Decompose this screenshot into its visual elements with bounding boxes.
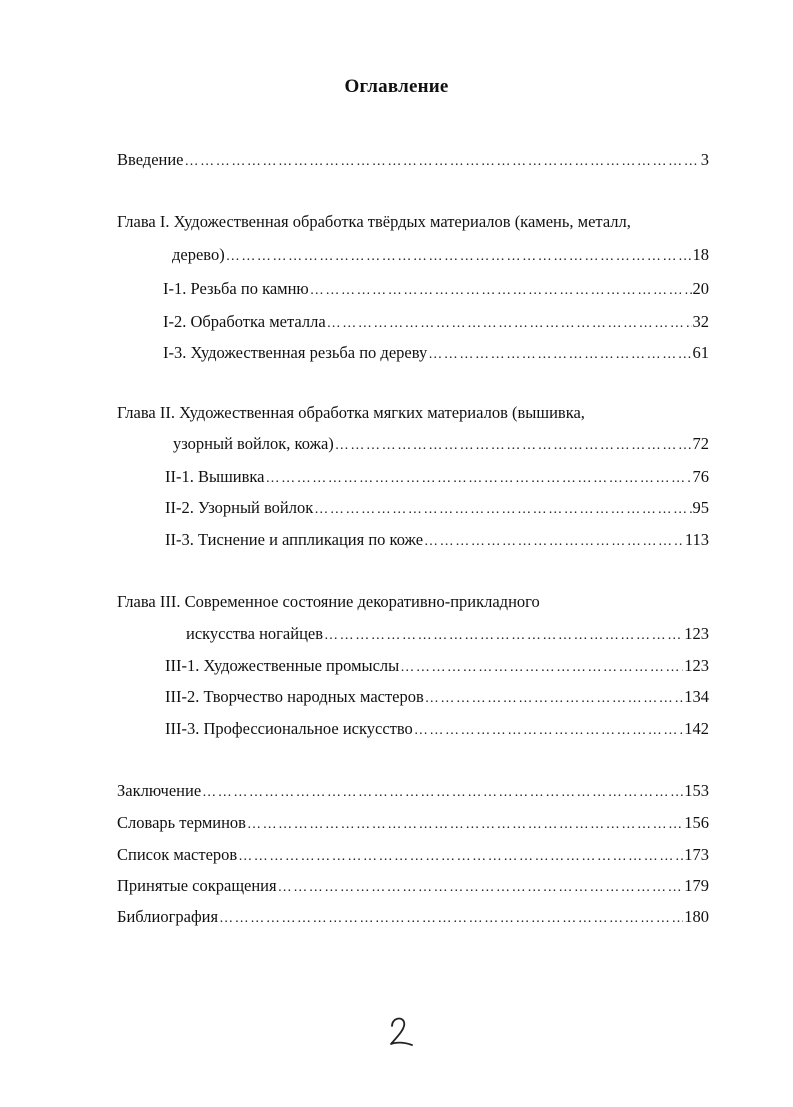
- toc-label: II-2. Узорный войлок: [165, 498, 314, 517]
- toc-page-number: 142: [684, 719, 709, 738]
- toc-page-number: 20: [692, 279, 709, 298]
- toc-entry-glossary: [117, 813, 709, 835]
- toc-entry-section-3-1: [165, 656, 709, 678]
- toc-page-number: 32: [692, 312, 709, 331]
- page-title: Оглавление: [344, 76, 449, 97]
- toc-entry-intro: [117, 150, 709, 172]
- dot-leader: [266, 469, 692, 489]
- dot-leader: [428, 345, 691, 365]
- toc-entry-section-1-1: [163, 279, 709, 301]
- dot-leader: [425, 689, 683, 709]
- toc-label: Принятые сокращения: [117, 876, 277, 895]
- toc-page-number: 61: [692, 343, 709, 362]
- handwritten-page-number: [386, 1012, 416, 1052]
- toc-label: III-2. Творчество народных мастеров: [165, 687, 424, 706]
- toc-entry-conclusion: [117, 781, 709, 803]
- dot-leader: [424, 532, 684, 552]
- toc-label: искусства ногайцев: [186, 624, 324, 643]
- toc-entry-section-1-3: [163, 343, 709, 365]
- toc-label: III-1. Художественные промыслы: [165, 656, 400, 675]
- toc-label: I-3. Художественная резьба по дереву: [163, 343, 428, 362]
- toc-label: Введение: [117, 150, 184, 169]
- toc-entry-section-2-3: [165, 530, 709, 552]
- dot-leader: [327, 314, 692, 334]
- toc-page-number: 173: [684, 845, 709, 864]
- toc-page-number: 95: [692, 498, 709, 517]
- chapter3-heading-line1: Глава III. Современное состояние декоративно-прикладного: [117, 592, 540, 611]
- toc-page-number: 72: [692, 434, 709, 453]
- toc-page-number: 180: [684, 907, 709, 926]
- toc-entry-abbreviations: [117, 876, 709, 898]
- toc-entry-section-1-2: [163, 312, 709, 334]
- toc-entry-bibliography: [117, 907, 709, 929]
- toc-label: II-3. Тиснение и аппликация по коже: [165, 530, 424, 549]
- chapter2-heading-line1: Глава II. Художественная обработка мягких материалов (вышивка,: [117, 403, 585, 422]
- dot-leader: [278, 878, 684, 898]
- toc-label: Библиография: [117, 907, 219, 926]
- toc-label: Заключение: [117, 781, 202, 800]
- chapter1-heading-line1: Глава I. Художественная обработка твёрдых материалов (камень, металл,: [117, 212, 631, 231]
- toc-page-number: 113: [684, 530, 709, 549]
- dot-leader: [202, 783, 683, 803]
- dot-leader: [310, 281, 692, 301]
- toc-page-number: 134: [684, 687, 709, 706]
- dot-leader: [314, 500, 691, 520]
- dot-leader: [219, 909, 683, 929]
- dot-leader: [238, 847, 683, 867]
- toc-entry-section-2-2: [165, 498, 709, 520]
- toc-label: II-1. Вышивка: [165, 467, 265, 486]
- toc-label: I-1. Резьба по камню: [163, 279, 309, 298]
- toc-entry-chapter3: [186, 624, 709, 646]
- toc-entry-section-2-1: [165, 467, 709, 489]
- toc-page-number: 156: [684, 813, 709, 832]
- toc-page-number: 153: [684, 781, 709, 800]
- toc-label: I-2. Обработка металла: [163, 312, 326, 331]
- toc-page-number: 3: [700, 150, 709, 169]
- toc-label: III-3. Профессиональное искусство: [165, 719, 413, 738]
- toc-page-number: 123: [684, 656, 709, 675]
- toc-page-number: 123: [684, 624, 709, 643]
- toc-page-number: 179: [684, 876, 709, 895]
- toc-label: дерево): [172, 245, 225, 264]
- toc-label: узорный войлок, кожа): [173, 434, 334, 453]
- toc-entry-section-3-3: [165, 719, 709, 741]
- toc-label: Словарь терминов: [117, 813, 246, 832]
- dot-leader: [400, 658, 683, 678]
- toc-entry-section-3-2: [165, 687, 709, 709]
- toc-page-number: 18: [692, 245, 709, 264]
- toc-page-number: 76: [692, 467, 709, 486]
- dot-leader: [247, 815, 683, 835]
- toc-entry-masters-list: [117, 845, 709, 867]
- dot-leader: [414, 721, 683, 741]
- toc-entry-chapter2: [173, 434, 709, 456]
- dot-leader: [226, 247, 692, 267]
- dot-leader: [335, 436, 692, 456]
- toc-entry-chapter1: [172, 245, 709, 267]
- toc-label: Список мастеров: [117, 845, 238, 864]
- dot-leader: [185, 152, 700, 172]
- dot-leader: [324, 626, 683, 646]
